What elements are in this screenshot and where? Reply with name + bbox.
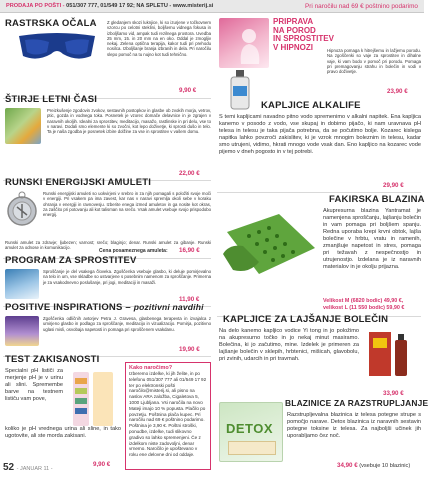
order-info-title: Kako naročimo? [129,365,173,371]
ph-test-price: 9,90 € [93,461,111,468]
section-title-amulets: RUNSKI ENERGIJSKI AMULETI [5,177,152,188]
positive-price: 19,90 € [179,346,200,353]
acupressure-mat-sizes: Velikost M (6820 bodic) 49,90 €, velikost L (11 550 bodic) 59,90 € [323,298,405,311]
glasses-image [17,30,97,64]
page-number: 52 [3,462,15,473]
seasons-price: 22,00 € [179,170,200,177]
acupressure-mat-description: Akupresurna blazina Yantramat je namenjena sproščanju, lajšanju bolečin in vam pomaga pri boljšem spanju. Redna uporaba krepi krvni obtok, lajša bolečine v hrbtu, vratu in ramenih, zmanjšuje napetost in stres, pomaga pri težavah z nespečnostjo in utrujenostjo. Izdelana je iz naravnih materialov in je okolju prijazna. [323,208,421,270]
order-info-box [125,362,211,470]
pain-drops-box-image [365,326,417,380]
order-info-text: Izberemo izdelke, ki jih želite, in po telefonu 051/307 777 ali 01/549 17 92 ter po elektronski pošti naročilo@misterij.si, ali pisno na naslov ARA založba, Cigaletova 5, 1000 Ljubljana. Vsi naročila na novo Mateji imajo 10 % popusta. Plačilo po povzetju. Poštnina plača kupec. Pri naročilu nad 69 € poštnino podarimo. Poštnina je 3,90 €. Poštni stroški, ponudbe, izdelke, tudi slikovno gradivo so lahko spremenjeni. Če z izdelkom niste zadovoljni, denar vrnemo. Naročilo je upoštevano v roku ene delovne dni od oddaje. [129,371,207,458]
acupressure-mat-image [219,204,319,290]
amulets-description: Runski energijski amuleti so uokvirjeni v srebro in za njih pomagali s položiti svoje moči v energiji. Pri vsakem pa ima zavest, kar nas v naravi spremlja okoli sebe v koraku ohranja v energiji in ravnovesju. Izberite enega izmed amuletov in ga nosite kot okras, za zaščito pri potovanju ali kot talisman na srečo. Vsak amulet vsebuje svojo prispodobo energij. [43,191,211,218]
alkalife-description: S temi kapljicami navadno pitno vodo spremenimo v alkalni napitek. Ena kapljica kanemo v posodo z vodo, vse skupaj in dobimo pijačo, ki nam uravnava pH telesa in telesu je taka pijača potrebna, da se počutimo bolje. Kozarec kislega napitka lahko povzroči zakislitev, ki je vzrok mnogim boleznim in telesu, kadar smo utrujeni, vidimo, hkrati mnogo vode vsak dan. Eno kapljico na kozarec vode pijemo v dneh pogosto in v tej potrebi. [219,114,421,155]
contact-line: PRODAJA PO POŠTI - 051/307 777, 01/549 17 92; NA SPLETU - www.misterij.si [6,3,214,9]
detox-price-line: 34,90 € (vsebuje 10 blazinic) [337,462,411,469]
section-title-positive: POSITIVE INSPIRATIONS – pozitivni navdihi [5,302,204,313]
alkalife-price: 29,90 € [383,182,404,189]
pain-drops-description: Na delo kanemo kapljico vodice Yi tong in jo položimo na akupresurno točko in jo nekaj minut masiramo. Bolečina, ki jo začutimo, mine. Izdelek je primeren za lajšanje bolečin v sklepih, hrbtenici, mišicah, glavobolu, pri zvinih, udarcih in pri travmah. [219,328,359,362]
ph-strip-icon [67,370,119,428]
birth-cd-description: Hipnoza pomaga k hitrejšemu in lažjemu porodu. Na zgoščenki so vaje za sprostitev in dihalne vaje, ki vam bodo v pomoč pri porodu. Pomaga pri premagovanju strahu in bolečin in vodi v pravo doživetje. [327,48,421,75]
glasses-price: 9,90 € [179,87,197,94]
section-title-ph-test: TEST ZAKISANOSTI [5,354,100,365]
page-footer [3,462,53,473]
section-title-acupressure-mat: FAKIRSKA BLAZINA [329,194,425,205]
bottle-icon [225,70,255,110]
glasses-description: Z gledanjem skozi luknjice, ki so izurjene v točkovnem vzorcu po celotni steklini, boljšemu vidnega fokusa in izboljšamo vid, ampak tudi rezilnega prostora. Uvedba 25 mm, 15. in 20 mm na en oko. Oddal je zmogljiv nekaj. Zelena optična terapija, kakor tudi pri prehodu nosilca. Izboljšanje branja izbranih in dela. Pri naročilu slepo pomoč na tu nujno kot tudi tehnično. [107,20,211,57]
seasons-description: Preizkušenje zgodovin zvokov, sestavnih postopkov in glasbe ob zvokih morja, vetrov, ptic, gozda in vodnega toka. Posnetek je vzorec domače delavnice in je zgrajen v naravnih okoljih. Idealni za sprostitev, meditacijo, masažo, rastlinske in pri delu, vse to v naravi. Dodali smo elemente ki so zvočni, kot lepo doživetje, ki sprosti dušo in telo. Ta je naša zgodba je posnetek izbire dolžine za vse in sprostitev v vašem domu. [47,108,211,135]
section-title-relax-program: PROGRAM ZA SPROSTITEV [5,255,137,266]
relax-program-description: Sproščanje je del vsakega človeka. Zgoščenka vsebuje glasbo, ki deluje pomirjevalno na telo in um, vse skladbe so ustvarjene s posebnim namenom za sproščanje. Primerna je za vsakodnevno poslušanje, pri jogi, meditaciji in masaži. [43,269,211,285]
cd-cover-seasons [5,108,41,144]
amulet-price: 16,90 € [179,247,200,254]
amulet-icon [5,191,39,229]
ph-test-description-b: koliko je pH vrednega urina ali sline, in tako ugotovite, ali ste morda zakisani. [5,426,121,439]
section-title-alkalife: KAPLJICE ALKALIFE [261,100,361,111]
issue-label: - JANUAR 11 - [16,466,53,472]
detox-box-image [219,402,283,462]
section-title-seasons: ŠTIRJE LETNI ČASI [5,94,98,105]
amulet-image [5,191,39,229]
top-banner [0,0,424,13]
free-shipping-note: Pri naročilu nad 69 € poštnino podarimo [305,2,418,10]
mother-icon [219,18,269,68]
positive-description: Zgoščenka odličnih avtorjev Petra J. Gravesa, glasbenega terapevta in izvajalca z umirjeno glasbo in podlago za sproščanje, meditacijo in vizualizacijo. Pomirja, pozitivno uglasi misli, osvobaja napetosti in pomaga pri sproščenem vsakdanu. [43,316,211,332]
cd-cover-positive [5,316,39,346]
detox-description: Razstrupljevalna blazinica iz telesa potegne strupe s pomočjo narave. Detox blazinica iz naravnih sestavin potegne toksine iz telesa. Za najboljši učinek jih uporabljamo čez noč. [287,412,421,439]
section-title-glasses: RASTRSKA OČALA [5,18,97,29]
cd-cover-birth [219,18,269,68]
relax-program-price: 11,90 € [179,296,200,303]
section-title-pain-drops: KAPLJICE ZA LAJŠANJE BOLEČIN [223,314,389,325]
amulets-list: Runski amulet za zdravje; ljubezen; varnost; srečo; blaginjo; denar. Runski amulet za gibanje. Runski amulet za odnose in komunikacijo. [5,240,211,251]
glasses-icon [17,30,97,64]
detox-label: DETOX [226,421,274,436]
alkalife-bottle-image [225,70,255,110]
cd-cover-relax [5,269,39,299]
divider [217,192,421,193]
ph-test-description-a: Specialni pH lističi za merjenje pH je v urinu ali slini. Spremembe barve na testnem lističu vam pove, [5,368,63,402]
birth-cd-title: PRIPRAVA NA POROD IN SPROSTITEV V HIPNOZI [273,17,334,52]
section-title-detox: BLAZINICE ZA RAZSTRUPLJANJE [285,398,428,408]
mat-icon [219,204,319,290]
medicine-box-icon [365,326,417,380]
pain-drops-price: 33,90 € [383,390,404,397]
birth-cd-price: 23,90 € [387,88,408,95]
amulet-price-label: Cena posameznega amuleta: [99,248,168,254]
detox-pad-icon [228,441,276,455]
ph-test-image [67,370,119,428]
